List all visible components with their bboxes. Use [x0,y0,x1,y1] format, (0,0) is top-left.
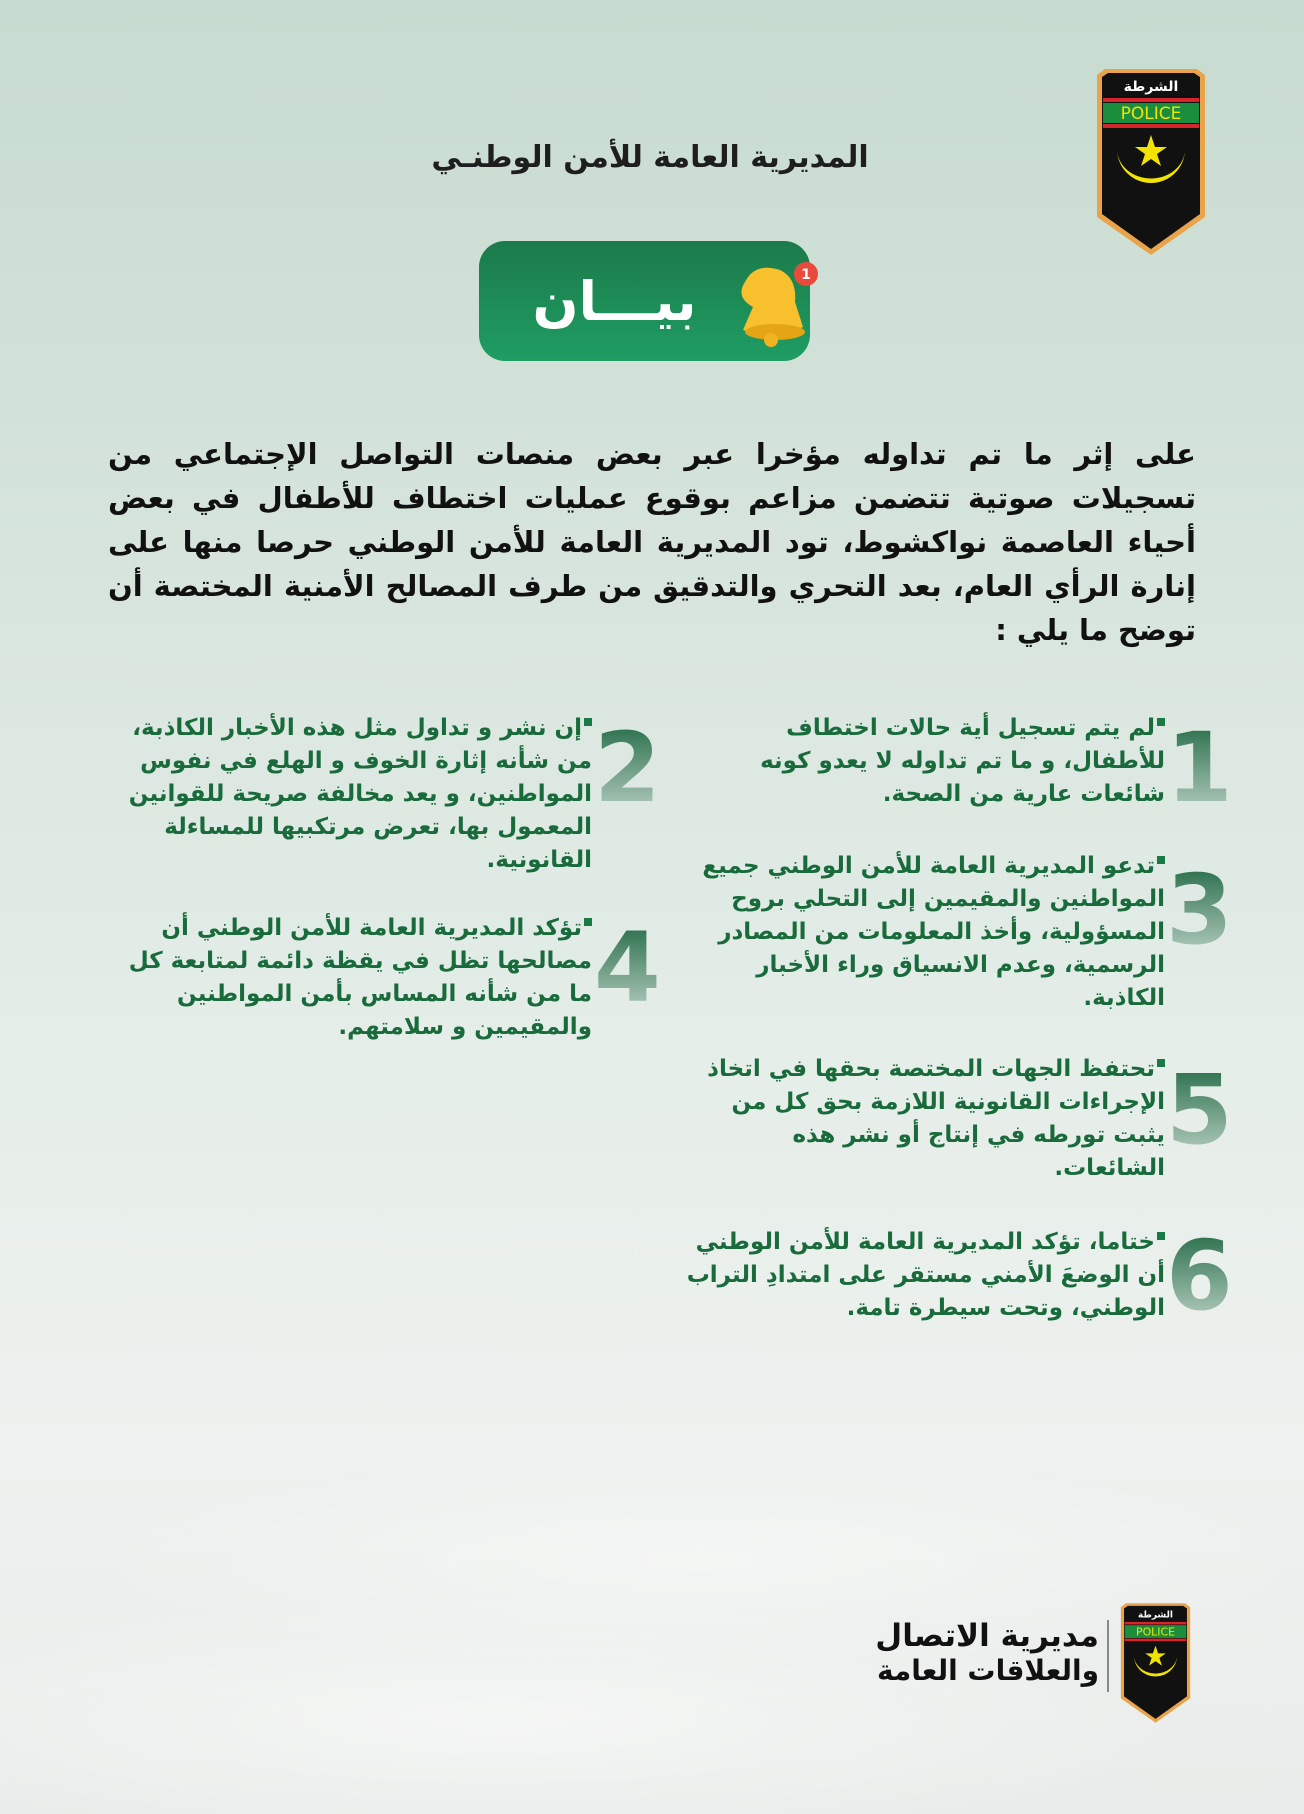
footer-police-shield-logo [1117,1602,1194,1724]
list-item-4: تؤكد المديرية العامة للأمن الوطني أن مصالحها تظل في يقظة دائمة لمتابعة كل ما من شأنه المساس بأمن المواطنين والمقيمين و سلامتهم. [128,915,592,1040]
list-item-1: لم يتم تسجيل أية حالات اختطاف للأطفال، و ما تم تداوله لا يعدو كونه شائعات عارية من الصحة. [760,715,1165,807]
item-number-4: 4 [594,912,661,1024]
list-item-3: تدعو المديرية العامة للأمن الوطني جميع المواطنين والمقيمين إلى التحلي بروح المسؤولية، وأخذ المعلومات من المصادر الرسمية، وعدم الانسياق وراء الأخبار الكاذبة. [702,853,1165,1011]
item-number-6: 6 [1166,1220,1233,1332]
item-number-2: 2 [594,712,661,824]
logo-text-en: POLICE [1120,104,1182,124]
police-shield-logo [1093,67,1209,257]
svg-text:الشرطة: الشرطة [1137,1610,1174,1621]
statement-label: بيـــان [532,269,697,333]
list-item-2: إن نشر و تداول مثل هذه الأخبار الكاذبة، من شأنه إثارة الخوف و الهلع في نفوس المواطنين، و يعد مخالفة صريحة للقوانين المعمول بها، تعرض مرتكبيها للمساءلة القانونية. [128,715,592,873]
logo-text-ar: الشرطة [1123,79,1179,95]
page-title: المديرية العامة للأمن الوطنـي [431,140,869,175]
footer-department [875,1618,1099,1688]
bell-icon [725,252,825,352]
item-number-1: 1 [1166,712,1233,824]
list-item-6: ختاما، تؤكد المديرية العامة للأمن الوطني أن الوضعَ الأمني مستقر على امتدادِ التراب الوطني، وتحت سيطرة تامة. [686,1229,1165,1321]
item-number-5: 5 [1166,1054,1233,1166]
svg-text:POLICE: POLICE [1136,1625,1175,1639]
intro-paragraph: على إثر ما تم تداوله مؤخرا عبر بعض منصات التواصل الإجتماعي من تسجيلات صوتية تتضمن مزاعم بوقوع عمليات اختطاف للأطفال في بعض أحياء العاصمة نواكشوط، تود المديرية العامة للأمن الوطني حرصا منها على إنارة الرأي العام، بعد التحري والتدقيق من طرف المصالح الأمنية المختصة أن توضح ما يلي : [108,437,1196,647]
footer-line-2: والعلاقات العامة [876,1654,1099,1687]
notification-count: 1 [801,267,811,283]
footer-line-1: مديرية الاتصال [875,1618,1099,1654]
list-item-5: تحتفظ الجهات المختصة بحقها في اتخاذ الإجراءات القانونية اللازمة بحق كل من يثبت تورطه في إنتاج أو نشر هذه الشائعات. [707,1056,1165,1181]
item-number-3: 3 [1166,854,1233,966]
footer-divider [1107,1620,1109,1692]
